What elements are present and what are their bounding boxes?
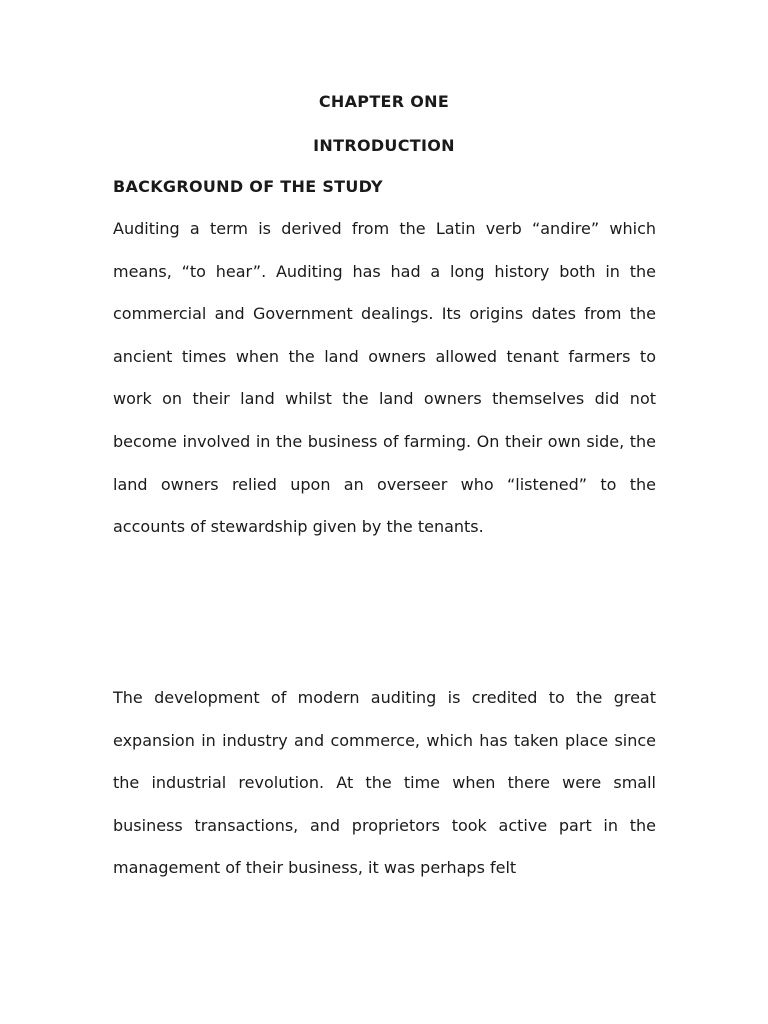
paragraph-background: Auditing a term is derived from the Latin verb “andire” which means, “to hear”. Auditing has had a long history both in the commercial and Government dealings. Its origins dates from the ancient times when the land owners allowed tenant farmers to work on their land whilst the land owners themselves did not become involved in the business of farming. On their own side, the land owners relied upon an overseer who “listened” to the accounts of stewardship given by the tenants. <box>113 219 656 537</box>
paragraph-development: The development of modern auditing is credited to the great expansion in industry and commerce, which has taken place since the industrial revolution. At the time when there were small business transactions, and proprietors took active part in the management of their business, it was perhaps felt <box>113 688 656 878</box>
chapter-title: CHAPTER ONE <box>318 92 450 111</box>
chapter-subtitle: INTRODUCTION <box>313 136 455 155</box>
section-heading: BACKGROUND OF THE STUDY <box>113 177 383 196</box>
